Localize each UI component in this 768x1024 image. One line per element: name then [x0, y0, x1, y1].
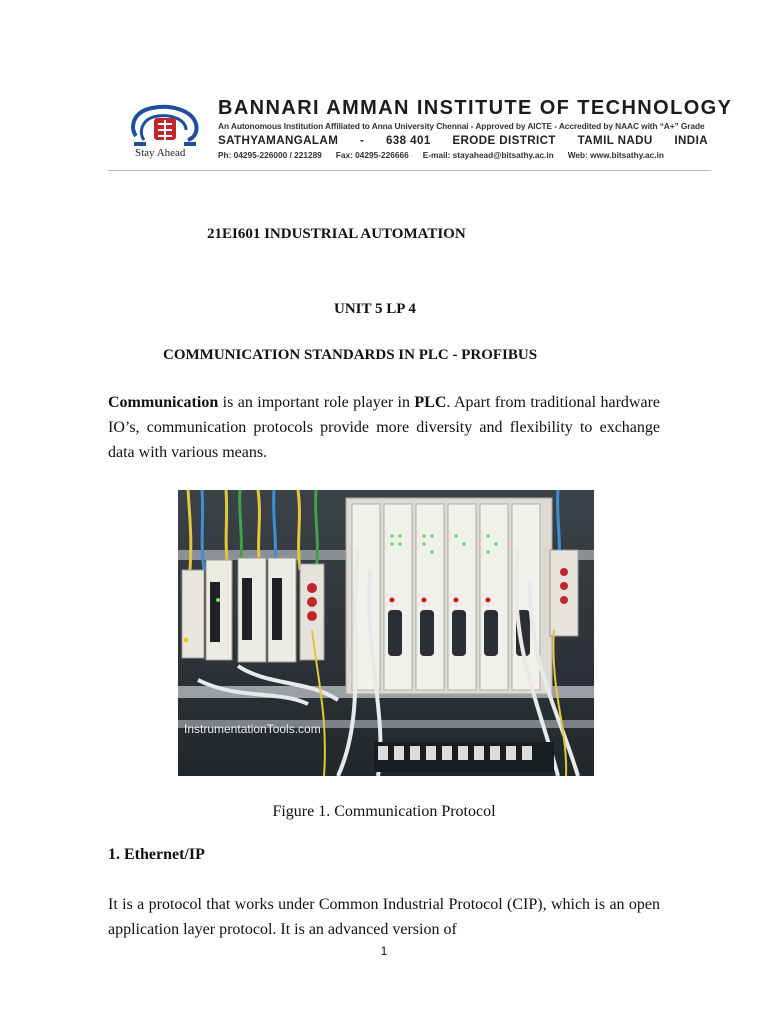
photo-watermark: InstrumentationTools.com	[184, 722, 321, 736]
email: E-mail: stayahead@bitsathy.ac.in	[422, 150, 554, 160]
course-title: 21EI601 INDUSTRIAL AUTOMATION	[207, 226, 466, 242]
intro-text: is an important role player in	[218, 394, 415, 411]
intro-paragraph	[108, 390, 660, 465]
letterhead	[108, 94, 733, 171]
address-part: 638 401	[385, 134, 431, 147]
logo-caption: Stay Ahead	[135, 147, 186, 159]
term-plc: PLC	[414, 394, 447, 411]
contact-row	[218, 150, 708, 160]
term-communication: Communication	[108, 394, 219, 411]
institute-name: BANNARI AMMAN INSTITUTE OF TECHNOLOGY	[218, 97, 733, 119]
address-row	[218, 134, 708, 147]
section1-paragraph: It is a protocol that works under Common Industrial Protocol (CIP), which is an open application layer protocol. It is an advanced version of	[108, 896, 660, 938]
section-heading-ethernet-ip: 1. Ethernet/IP	[108, 846, 205, 863]
fax: Fax: 04295-226666	[335, 150, 409, 160]
website: Web: www.bitsathy.ac.in	[567, 150, 664, 160]
page-number: 1	[380, 944, 388, 958]
institute-subtitle: An Autonomous Institution Affiliated to Anna University Chennai - Approved by AICTE - Accredited by NAAC with “A+” Grade	[218, 121, 705, 131]
unit-title: UNIT 5 LP 4	[334, 301, 416, 317]
address-part: ERODE DISTRICT	[452, 134, 556, 147]
phone: Ph: 04295-226000 / 221289	[218, 150, 322, 160]
address-part: TAMIL NADU	[577, 134, 653, 147]
address-part: SATHYAMANGALAM	[218, 134, 339, 147]
intro-text: . Apart from traditional hardware IO’s, communication protocols provide more diversity and flexibility to exchange data with various means.	[108, 394, 661, 461]
topic-title: COMMUNICATION STANDARDS IN PLC - PROFIBUS	[163, 347, 538, 363]
plc-photo	[178, 490, 594, 776]
address-part: -	[359, 134, 365, 147]
figure-caption: Figure 1. Communication Protocol	[272, 803, 496, 820]
address-part: INDIA	[674, 134, 708, 147]
